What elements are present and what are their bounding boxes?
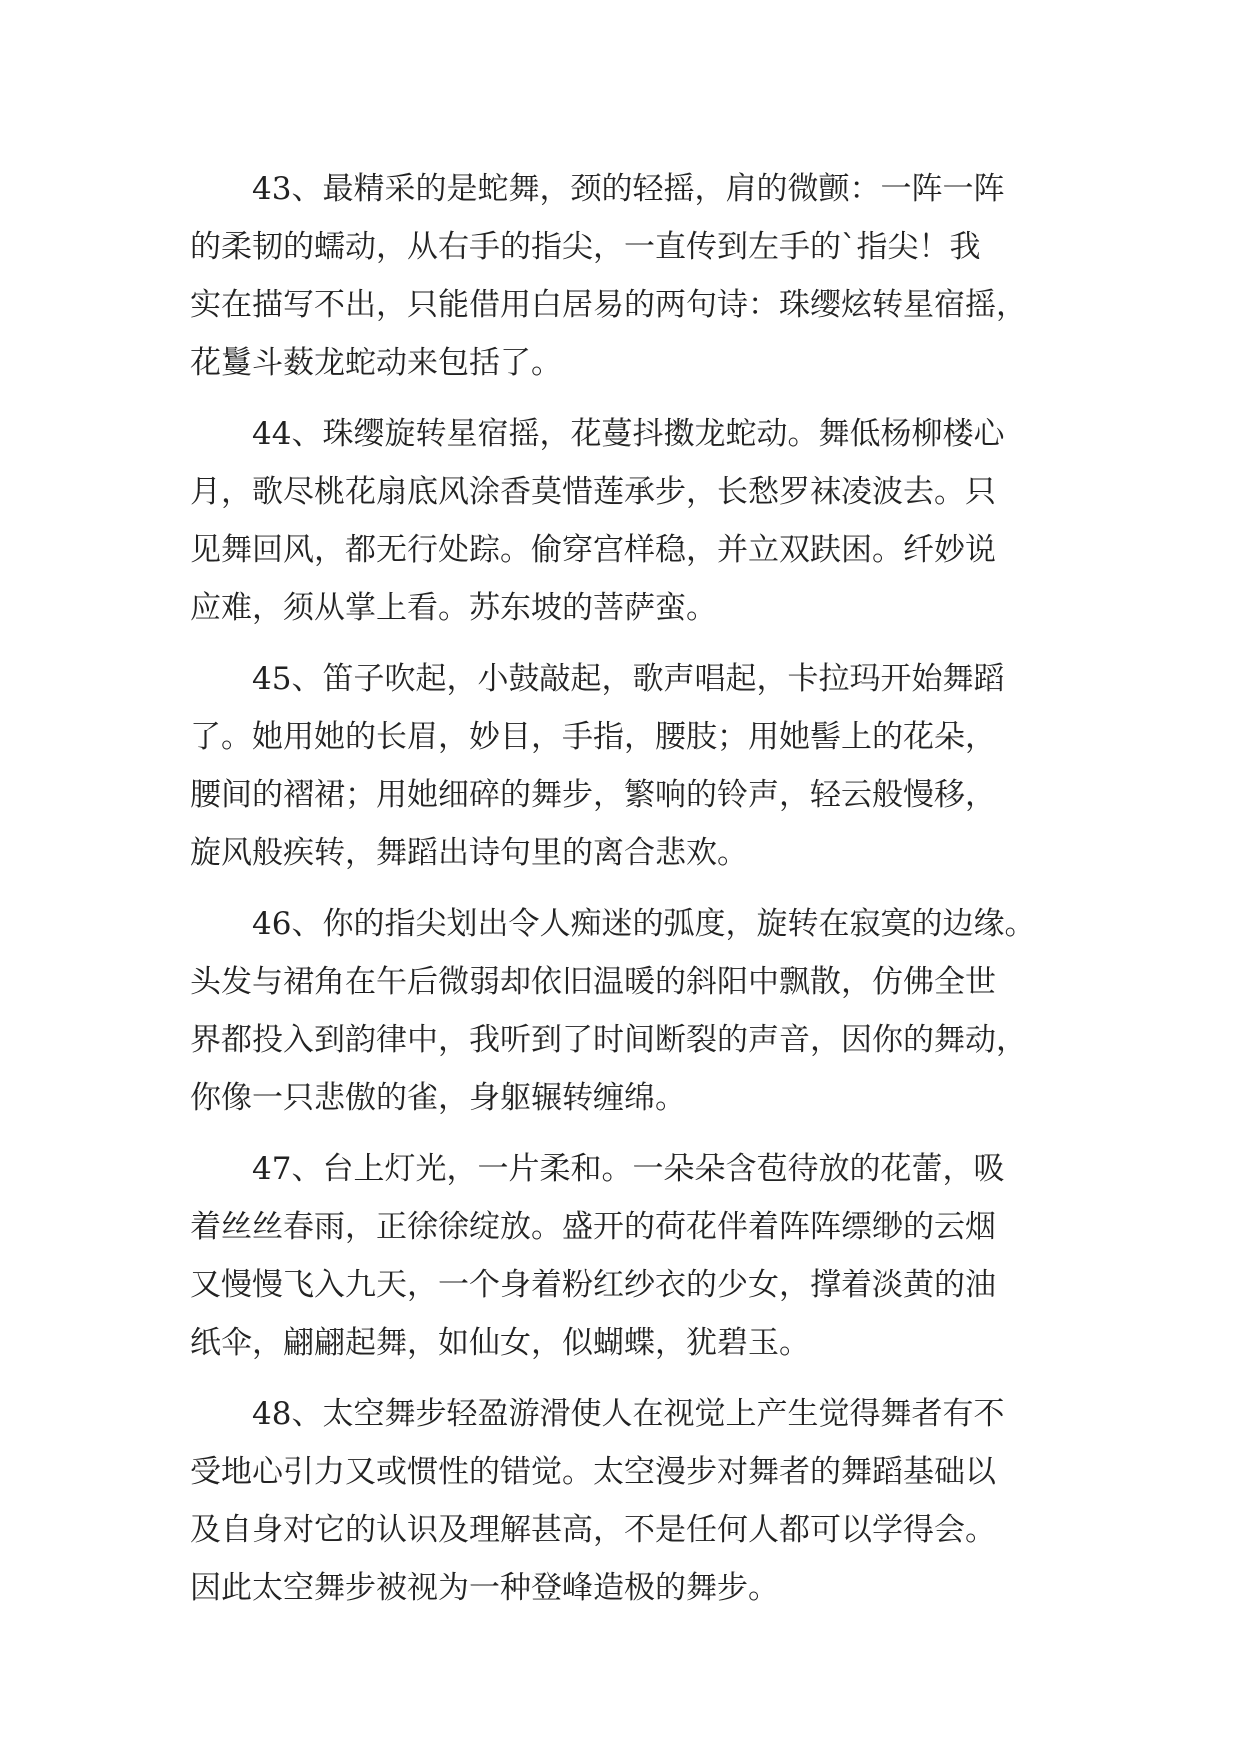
- paragraph-line: 实在描写不出，只能借用白居易的两句诗：珠缨炫转星宿摇，: [190, 287, 1027, 323]
- paragraph-line: 头发与裙角在午后微弱却依旧温暖的斜阳中飘散，仿佛全世: [190, 964, 996, 1000]
- paragraph-line: 45、笛子吹起，小鼓敲起，歌声唱起，卡拉玛开始舞蹈: [252, 661, 1005, 697]
- paragraph-line: 受地心引力又或惯性的错觉。太空漫步对舞者的舞蹈基础以: [190, 1454, 996, 1490]
- paragraph-line: 旋风般疾转，舞蹈出诗句里的离合悲欢。: [190, 835, 748, 871]
- paragraph-line: 你像一只悲傲的雀，身躯辗转缠绵。: [190, 1080, 686, 1116]
- paragraph-line: 纸伞，翩翩起舞，如仙女，似蝴蝶，犹碧玉。: [190, 1325, 810, 1361]
- paragraph-line: 又慢慢飞入九天，一个身着粉红纱衣的少女，撑着淡黄的油: [190, 1267, 996, 1303]
- paragraph-line: 因此太空舞步被视为一种登峰造极的舞步。: [190, 1570, 779, 1606]
- paragraph-line: 47、台上灯光，一片柔和。一朵朵含苞待放的花蕾，吸: [252, 1151, 1005, 1187]
- paragraph-44: [190, 405, 1060, 637]
- paragraph-line: 月，歌尽桃花扇底风涂香莫惜莲承步，长愁罗袜凌波去。只: [190, 474, 996, 510]
- document-body: [190, 160, 1060, 1630]
- paragraph-47: [190, 1140, 1060, 1372]
- paragraph-line: 46、你的指尖划出令人痴迷的弧度，旋转在寂寞的边缘。: [252, 906, 1036, 942]
- paragraph-48: [190, 1385, 1060, 1617]
- paragraph-line: 了。她用她的长眉，妙目，手指，腰肢；用她髻上的花朵，: [190, 719, 996, 755]
- paragraph-line: 48、太空舞步轻盈游滑使人在视觉上产生觉得舞者有不: [252, 1396, 1005, 1432]
- paragraph-line: 见舞回风，都无行处踪。偷穿宫样稳，并立双趺困。纤妙说: [190, 532, 996, 568]
- paragraph-line: 腰间的褶裙；用她细碎的舞步，繁响的铃声，轻云般慢移，: [190, 777, 996, 813]
- paragraph-line: 界都投入到韵律中，我听到了时间断裂的声音，因你的舞动，: [190, 1022, 1027, 1058]
- paragraph-line: 应难，须从掌上看。苏东坡的菩萨蛮。: [190, 590, 717, 626]
- paragraph-43: [190, 160, 1060, 392]
- paragraph-line: 着丝丝春雨，正徐徐绽放。盛开的荷花伴着阵阵缥缈的云烟: [190, 1209, 996, 1245]
- paragraph-line: 44、珠缨旋转星宿摇，花蔓抖擞龙蛇动。舞低杨柳楼心: [252, 416, 1005, 452]
- paragraph-line: 的柔韧的蠕动，从右手的指尖，一直传到左手的`指尖！我: [190, 229, 981, 265]
- paragraph-46: [190, 895, 1060, 1127]
- paragraph-line: 43、最精采的是蛇舞，颈的轻摇，肩的微颤：一阵一阵: [252, 171, 1005, 207]
- paragraph-line: 及自身对它的认识及理解甚高，不是任何人都可以学得会。: [190, 1512, 996, 1548]
- paragraph-line: 花鬘斗薮龙蛇动来包括了。: [190, 345, 562, 381]
- paragraph-45: [190, 650, 1060, 882]
